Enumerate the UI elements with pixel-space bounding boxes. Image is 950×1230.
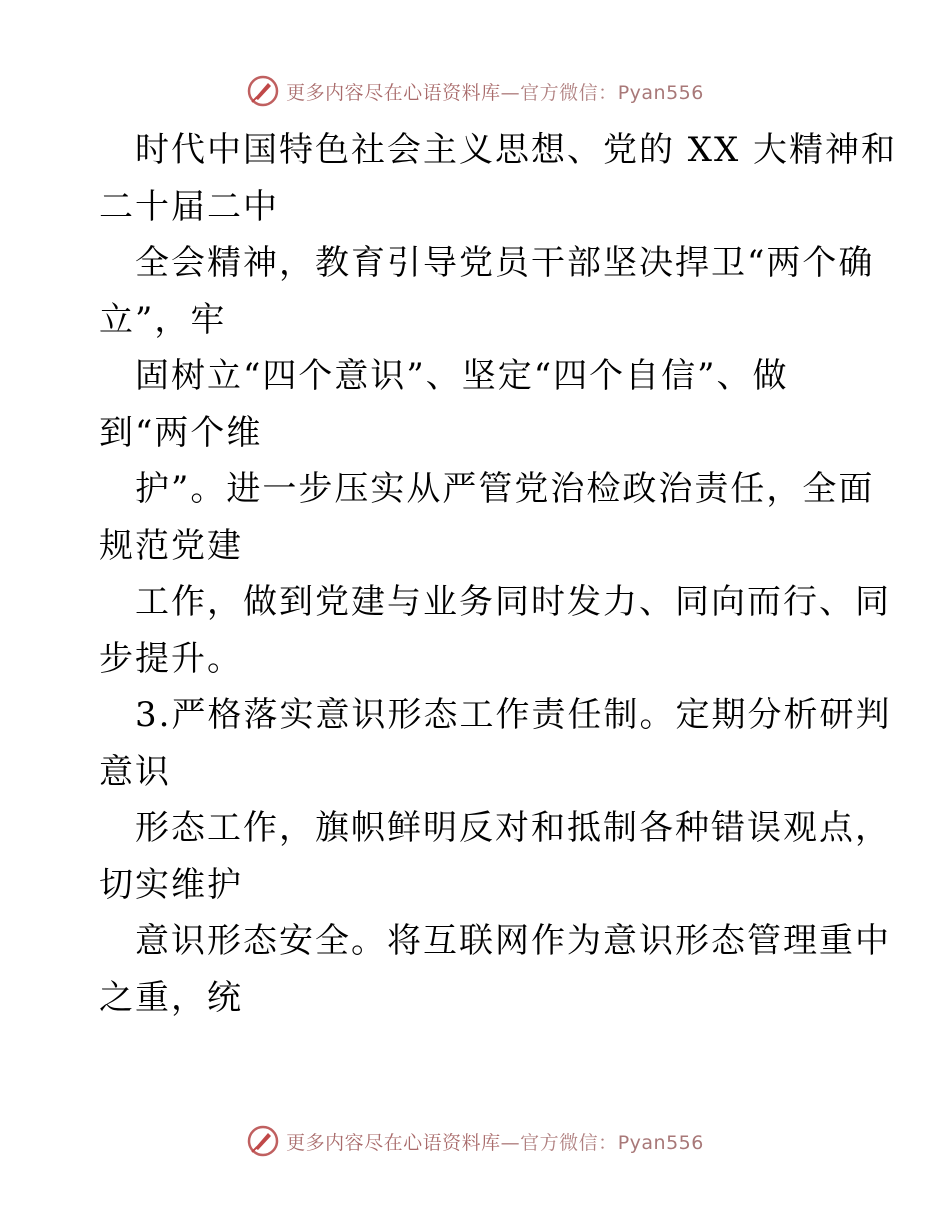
watermark-dash: — — [500, 1131, 521, 1154]
watermark-channel: 官方微信： — [520, 81, 618, 104]
text-line: 之重，统 — [99, 977, 243, 1018]
text-line: 时代中国特色社会主义思想、党的 XX 大精神和 — [135, 130, 898, 170]
text-line: 护”。进一步压实从严管党治检政治责任，全面 — [135, 469, 875, 509]
text-line: 规范党建 — [99, 525, 243, 566]
document-body — [99, 122, 898, 1026]
watermark-site: 更多内容尽在心语资料库 — [286, 81, 501, 104]
text-line: 二十届二中 — [99, 186, 279, 227]
watermark-handle: Pyan556 — [617, 81, 704, 104]
text-line: 到“两个维 — [99, 412, 263, 453]
quill-seal-icon — [246, 1124, 280, 1158]
watermark-text — [286, 78, 704, 105]
watermark-footer — [0, 1121, 950, 1161]
text-line: 固树立“四个意识”、坚定“四个自信”、做 — [135, 356, 789, 396]
watermark-handle: Pyan556 — [617, 1131, 704, 1154]
watermark-header — [0, 71, 950, 111]
watermark-text — [286, 1128, 704, 1155]
text-line: 全会精神，教育引导党员干部坚决捍卫“两个确 — [135, 243, 875, 283]
text-line: 切实维护 — [99, 864, 243, 905]
text-line: 意识 — [99, 751, 171, 792]
text-line: 步提升。 — [99, 638, 243, 679]
quill-seal-icon — [246, 74, 280, 108]
text-line: 形态工作，旗帜鲜明反对和抵制各种错误观点， — [135, 808, 891, 848]
text-line: 立”，牢 — [99, 299, 227, 340]
text-line: 工作，做到党建与业务同时发力、同向而行、同 — [135, 582, 891, 622]
watermark-dash: — — [500, 81, 521, 104]
watermark-site: 更多内容尽在心语资料库 — [286, 1131, 501, 1154]
watermark-channel: 官方微信： — [520, 1131, 618, 1154]
text-line: 3.严格落实意识形态工作责任制。定期分析研判 — [135, 695, 892, 735]
text-line: 意识形态安全。将互联网作为意识形态管理重中 — [135, 921, 891, 961]
